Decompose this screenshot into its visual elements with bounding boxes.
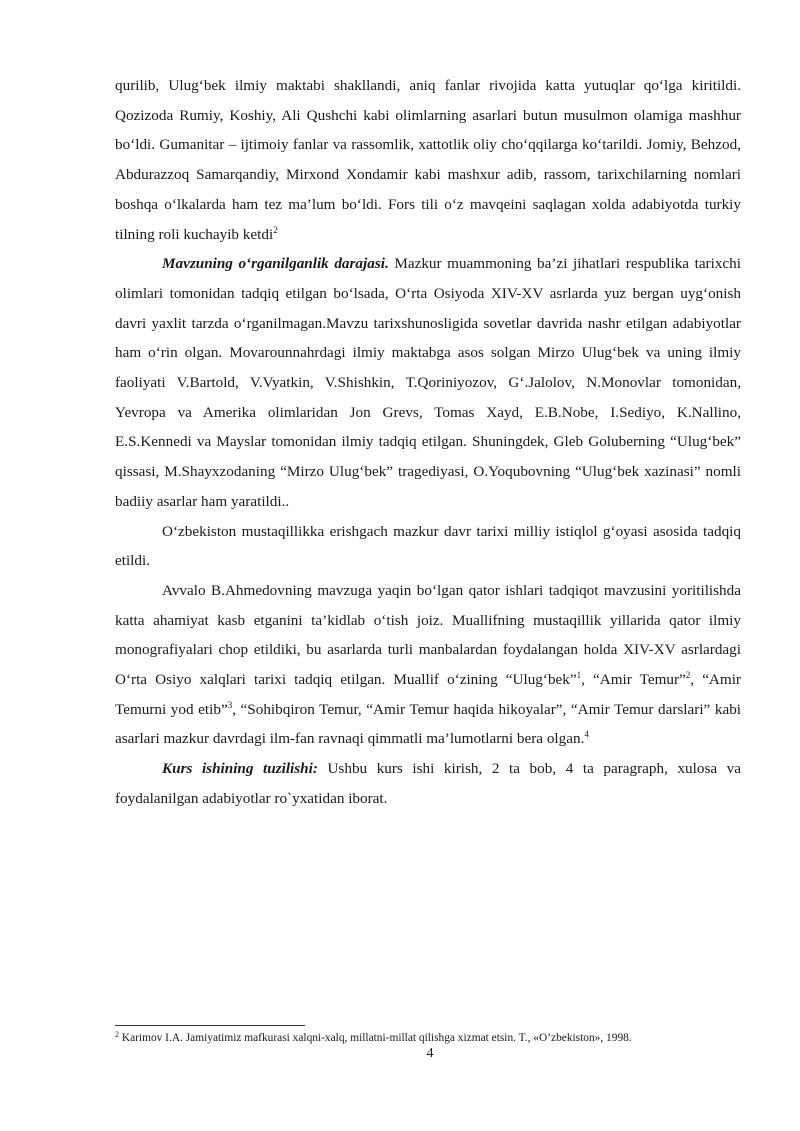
paragraph-text: , “Sohibqiron Temur, “Amir Temur haqida hikoyalar”, “Amir Temur darslari” kabi asarlari mazkur davrdagi ilm-fan ravnaqi qimmatli ma’lumotlarni bera olgan. <box>115 700 742 748</box>
paragraph <box>115 517 741 576</box>
footnote <box>115 1031 755 1045</box>
page-number: 4 <box>426 1046 434 1061</box>
footnote-reference: 4 <box>584 729 589 740</box>
footnote-text: Karimov I.A. Jamiyatimiz mafkurasi xalqni-xalq, millatni-millat qilishga xizmat etsin. T., «O’zbekiston», 1998. <box>119 1032 632 1044</box>
paragraph-text: , “Amir Temur” <box>581 671 686 689</box>
footnote-separator <box>115 1025 305 1026</box>
footnote-reference: 1 <box>576 670 582 681</box>
paragraph-text: Ushbu kurs ishi kirish, 2 ta bob, 4 ta paragraph, xulosa va foydalanilgan adabiyotlar ro`yxatidan iborat. <box>115 760 741 807</box>
paragraph <box>115 576 741 754</box>
paragraph-text: Avvalo B.Ahmedovning mavzuga yaqin bo‘lgan qator ishlari tadqiqot mavzusini yoritilishda katta ahamiyat kasb etganini ta’kidlab o‘tish joiz. Muallifning mustaqillik yillarida qator ilmiy monografiyalari chop etildiki, bu asarlarda turli manbalardan foydalangan holda XIV-XV asrlardagi O‘rta Osiyo xalqlari tarixi tadqiq etilgan. Muallif o‘zining “Ulug‘bek” <box>115 581 741 689</box>
footnote-reference: 3 <box>227 699 233 710</box>
footnote-number: 2 <box>115 1030 119 1039</box>
section-heading: Mavzuning o‘rganilganlik darajasi. <box>162 255 389 273</box>
paragraph-text: qurilib, Ulug‘bek ilmiy maktabi shakllandi, aniq fanlar rivojida katta yutuqlar qo‘lga kiritildi. Qozizoda Rumiy, Koshiy, Ali Qushchi kabi olimlarning asarlari butun musulmon olamiga mashhur bo‘ldi. Gumanitar – ijtimoiy fanlar va rassomlik, xattotlik oliy cho‘qqilarga ko‘tarildi. Jomiy, Behzod, Abdurazzoq Samarqandiy, Mirxond Xondamir kabi mashxur adib, rassom, tarixchilarning nomlari boshqa o‘lkalarda ham tez ma’lum bo‘ldi. Fors tili o‘z mavqeini saqlagan xolda adabiyotda turkiy tilning roli kuchayib ketdi <box>115 77 741 243</box>
footnote-reference: 2 <box>685 670 691 681</box>
paragraph <box>115 71 741 249</box>
paragraph-text: , “Amir Temurni yod etib” <box>115 671 741 718</box>
paragraph <box>115 249 741 516</box>
footnote-reference: 2 <box>273 224 278 235</box>
body-text <box>115 71 741 814</box>
section-heading: Kurs ishining tuzilishi: <box>162 760 318 778</box>
paragraph-text: O‘zbekiston mustaqillikka erishgach mazkur davr tarixi milliy istiqlol g‘oyasi asosida tadqiq etildi. <box>115 522 741 570</box>
paragraph-text: Mazkur muammoning ba’zi jihatlari respublika tarixchi olimlari tomonidan tadqiq etilgan bo‘lsada, O‘rta Osiyoda XIV-XV asrlarda yuz bergan uyg‘onish davri yaxlit tarzda o‘rganilmagan.Mavzu tarixshunosligida sovetlar davrida nashr etilgan adabiyotlar ham o‘rin olgan. Movarounnahrdagi ilmiy maktabga asos solgan Mirzo Ulug‘bek va uning ilmiy faoliyati V.Bartold, V.Vyatkin, V.Shishkin, T.Qoriniyozov, G‘.Jalolov, N.Monovlar tomonidan, Yevropa va Amerika olimlaridan Jon Grevs, Tomas Xayd, E.B.Nobe, I.Sediyo, K.Nallino, E.S.Kennedi va Mayslar tomonidan ilmiy tadqiq etilgan. Shuningdek, Gleb Goluberning “Ulug‘bek” qissasi, M.Shayxzodaning “Mirzo Ulug‘bek” tragediyasi, O.Yoqubovning “Ulug‘bek xazinasi” nomli badiiy asarlar ham yaratildi.. <box>115 255 741 510</box>
paragraph <box>115 754 741 813</box>
